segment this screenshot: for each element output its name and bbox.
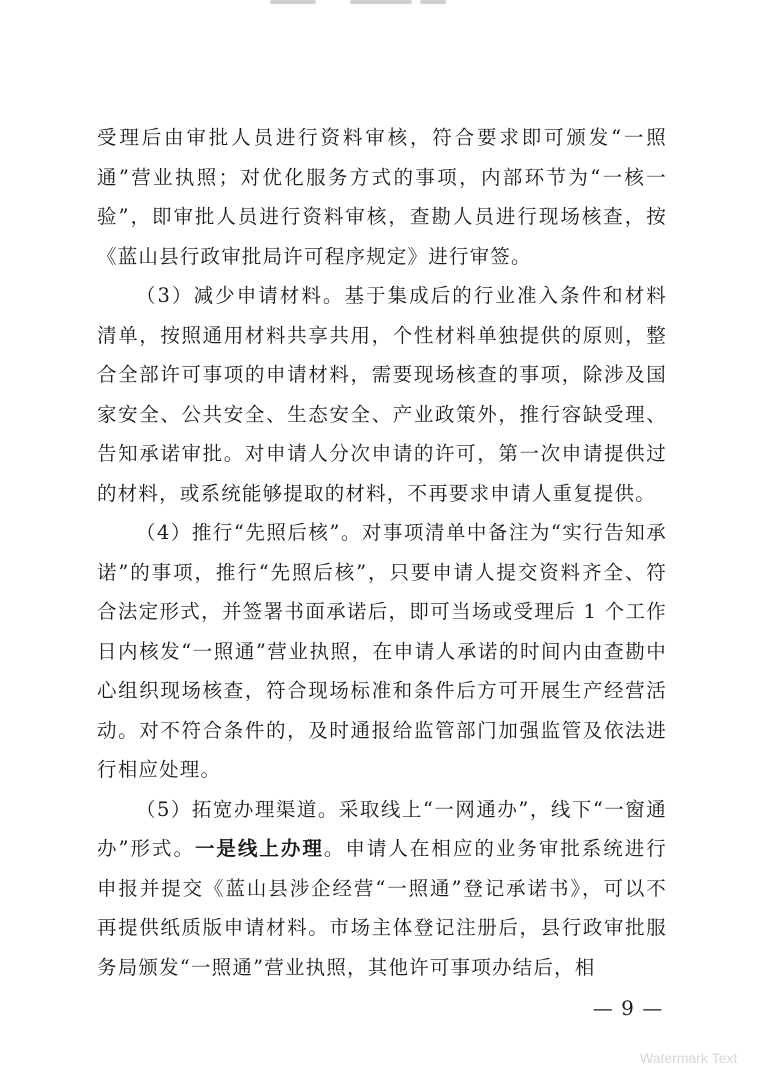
paragraph-reduce-materials [97, 276, 667, 513]
paragraph-channels [97, 790, 667, 988]
paragraph-continuation [97, 118, 667, 276]
paragraph-1-text: 受理后由审批人员进行资料审核，符合要求即可颁发“一照通”营业执照；对优化服务方式的事项，内部环节为“一核一验”，即审批人员进行资料审核，查勘人员进行现场核查，按《蓝山县行政审批局许可程序规定》进行审签。 [97, 126, 667, 268]
paragraph-license-first [97, 513, 667, 790]
paragraph-4-text-a: （5）拓宽办理渠道。采取线上“一网通办”，线下“一窗通办”形式。 [97, 797, 667, 860]
paragraph-4-bold-heading: 一是线上办理 [194, 837, 324, 860]
page-number: — 9 — [592, 996, 664, 1020]
paragraph-4-text-b: 。申请人在相应的业务审批系统进行申报并提交《蓝山县涉企经营“一照通”登记承诺书》，可以不再提供纸质版申请材料。市场主体登记注册后，县行政审批服务局颁发“一照通”营业执照，其他许可事项办结后，相 [97, 837, 667, 979]
scan-edge-marks [270, 0, 470, 6]
document-body [97, 118, 667, 987]
paragraph-3-text: （4）推行“先照后核”。对事项清单中备注为“实行告知承诺”的事项，推行“先照后核”，只要申请人提交资料齐全、符合法定形式，并签署书面承诺后，即可当场或受理后 1 个工作日内核发“一照通”营业执照，在申请人承诺的时间内由查勘中心组织现场核查，符合现场标准和条件后方可开展生产经营活动。对不符合条件的，及时通报给监管部门加强监管及依法进行相应处理。 [97, 521, 667, 781]
watermark-text: Watermark Text [640, 1050, 738, 1066]
paragraph-2-text: （3）减少申请材料。基于集成后的行业准入条件和材料清单，按照通用材料共享共用，个性材料单独提供的原则，整合全部许可事项的申请材料，需要现场核查的事项，除涉及国家安全、公共安全、生态安全、产业政策外，推行容缺受理、告知承诺审批。对申请人分次申请的许可，第一次申请提供过的材料，或系统能够提取的材料，不再要求申请人重复提供。 [97, 284, 667, 505]
